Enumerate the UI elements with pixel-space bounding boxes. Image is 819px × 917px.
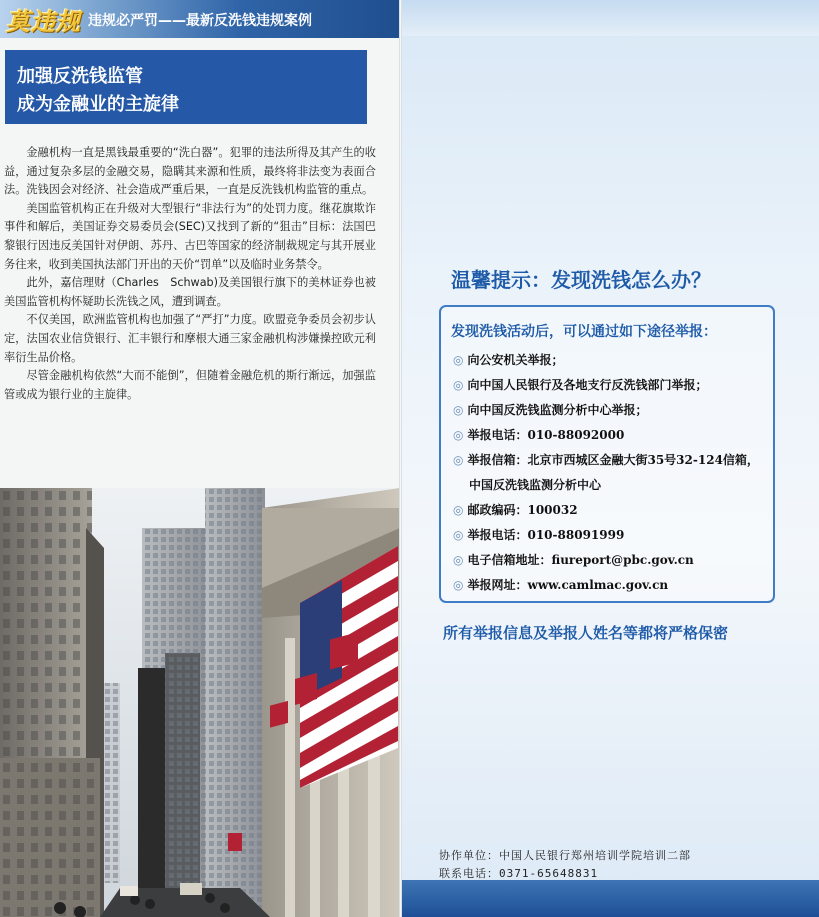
top-stripe <box>401 0 819 36</box>
bullet-icon: ◎ <box>453 428 464 442</box>
report-item <box>453 501 578 518</box>
report-phone-2: 举报电话：010-88091999 <box>467 528 625 542</box>
footer-cooperator: 协作单位：中国人民银行郑州培训学院培训二部 <box>439 849 691 862</box>
report-channels-box <box>439 305 775 603</box>
wall-street-photo <box>0 488 400 917</box>
confidentiality-note: 所有举报信息及举报人姓名等都将严格保密 <box>443 624 729 642</box>
bullet-icon: ◎ <box>453 353 464 367</box>
report-item <box>453 401 648 418</box>
article-title-line-2: 成为金融业的主旋律 <box>17 94 179 115</box>
bullet-icon: ◎ <box>453 378 464 392</box>
footer-phone: 联系电话：0371-65648831 <box>439 867 599 880</box>
article-paragraph: 美国监管机构正在升级对大型银行“非法行为”的处罚力度。继花旗欺诈事件和解后，美国证券交易委员会(SEC)又找到了新的“狙击”目标：法国巴黎银行因违反美国针对伊朗、苏丹、古巴等国家的经济制裁规定与其开展业务往来，收到美国执法部门开出的天价“罚单”以及临时业务禁令。 <box>4 201 376 271</box>
header-subtitle: 违规必严罚——最新反洗钱违规案例 <box>88 13 312 29</box>
right-panel <box>401 0 819 917</box>
bullet-icon: ◎ <box>453 503 464 517</box>
report-email: 电子信箱地址：fiureport@pbc.gov.cn <box>467 553 694 567</box>
report-postcode: 邮政编码：100032 <box>467 503 578 517</box>
page-fold-divider <box>399 0 402 917</box>
report-website: 举报网址：www.camlmac.gov.cn <box>467 578 669 592</box>
article-paragraph: 此外，嘉信理财（Charles Schwab)及美国银行旗下的美林证券也被美国监管机构怀疑助长洗钱之风，遭到调查。 <box>4 276 376 308</box>
article-paragraph: 不仅美国，欧洲监管机构也加强了“严打”力度。欧盟竞争委员会初步认定，法国农业信贷银行、汇丰银行和摩根大通三家金融机构涉嫌操控欧元利率衍生品价格。 <box>4 313 376 364</box>
street-scene-illustration <box>0 488 400 917</box>
report-item <box>453 376 708 393</box>
report-item <box>453 451 759 468</box>
bullet-icon: ◎ <box>453 453 464 467</box>
bullet-icon: ◎ <box>453 528 464 542</box>
report-item <box>453 351 564 368</box>
brand-logo-text: 莫违规 <box>6 7 81 36</box>
report-item <box>453 576 668 593</box>
report-mailbox: 举报信箱：北京市西城区金融大街35号32-124信箱， <box>467 453 759 467</box>
report-item-text: 向公安机关举报； <box>467 353 564 367</box>
left-panel <box>0 0 400 917</box>
report-box-heading: 发现洗钱活动后，可以通过如下途径举报： <box>451 324 717 340</box>
report-item-text: 向中国反洗钱监测分析中心举报； <box>467 403 648 417</box>
report-item <box>453 526 624 543</box>
bullet-icon: ◎ <box>453 578 464 592</box>
article-paragraph: 尽管金融机构依然“大而不能倒”，但随着金融危机的斯行渐远，加强监管或成为银行业的主旋律。 <box>4 369 376 401</box>
report-phone-1: 举报电话：010-88092000 <box>467 428 625 442</box>
article-title-box <box>5 50 367 124</box>
report-item-continued: 中国反洗钱监测分析中心 <box>469 478 602 492</box>
bullet-icon: ◎ <box>453 553 464 567</box>
bottom-stripe <box>401 880 819 917</box>
header-banner <box>0 0 400 38</box>
notice-title: 温馨提示：发现洗钱怎么办？ <box>451 268 711 292</box>
report-item-text: 向中国人民银行及各地支行反洗钱部门举报； <box>467 378 708 392</box>
article-title-line-1: 加强反洗钱监管 <box>17 66 143 87</box>
report-item <box>453 551 694 568</box>
article-paragraph: 金融机构一直是黑钱最重要的“洗白器”。犯罪的违法所得及其产生的收益，通过复杂多层的金融交易，隐瞒其来源和性质，最终将非法变为表面合法。洗钱因会对经济、社会造成严重后果，一直是反洗钱机构监管的重点。 <box>4 146 376 197</box>
report-item <box>453 426 624 443</box>
article-body <box>4 144 376 404</box>
bullet-icon: ◎ <box>453 403 464 417</box>
